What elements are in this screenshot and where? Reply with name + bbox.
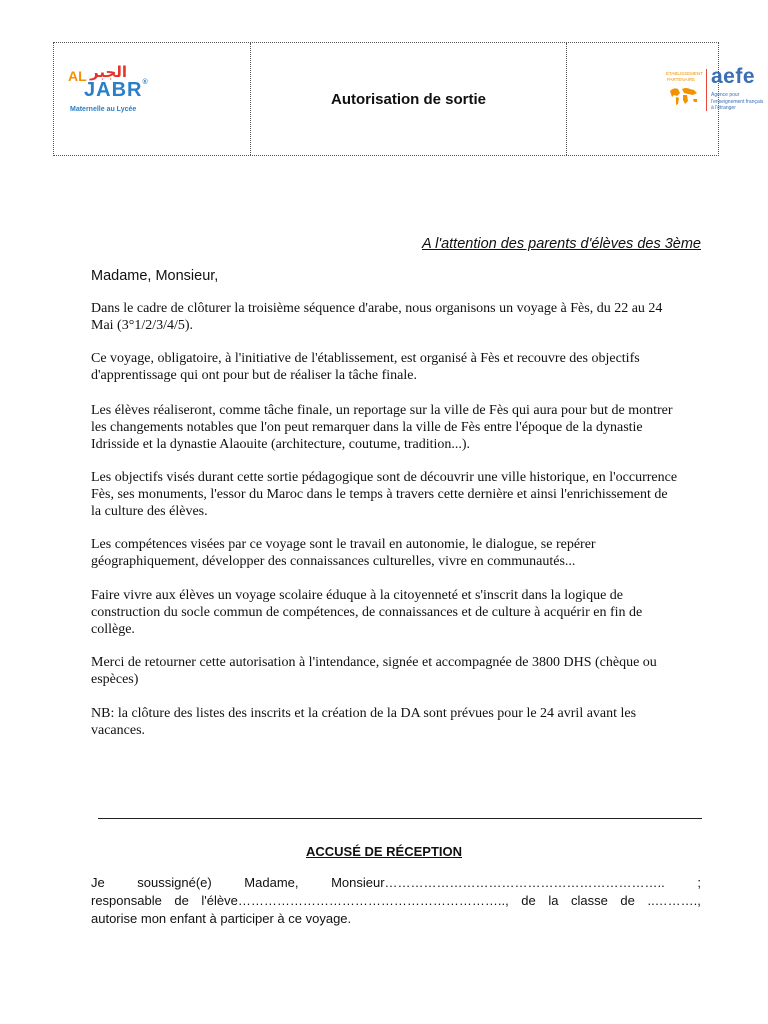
aefe-logo <box>666 67 768 117</box>
aefe-agency-label: Agence pour l'enseignement français à l'étranger <box>711 92 764 111</box>
aefe-wordmark: aefe <box>711 65 756 88</box>
paragraph-7: Merci de retourner cette autorisation à l'intendance, signée et accompagnée de 3800 DHS (chèque ou espèces) <box>91 655 657 687</box>
receipt-title: ACCUSÉ DE RÉCEPTION <box>305 844 463 859</box>
logo-tagline: Maternelle au Lycée <box>70 106 137 113</box>
paragraph-3: Les élèves réaliseront, comme tâche finale, un reportage sur la ville de Fès qui aura pour but de montrer les changements notables que l'on peut remarquer dans la ville de Fès entre l'époque de la dynastie Idrisside et la dynastie Alaouite (architecture, coutume, tradition...). <box>91 403 673 452</box>
receipt-word: la <box>548 893 559 908</box>
paragraph-4: Les objectifs visés durant cette sortie pédagogique sont de découvrir une ville historique, en l'occurrence Fès, ses monuments, l'essor du Maroc dans le temps à travers cette dernière et ainsi l'enrichissement de la culture des élèves. <box>91 470 678 519</box>
logo-divider <box>706 69 707 111</box>
logo-jabr-text: JABR® <box>84 79 149 101</box>
header-logo-cell-left <box>54 43 251 155</box>
receipt-word: responsable <box>91 893 162 908</box>
receipt-student-blank[interactable]: l'élève…………………………………………………….., <box>201 893 509 908</box>
receipt-word: de <box>174 893 189 908</box>
salutation: Madame, Monsieur, <box>91 268 219 284</box>
document-title: Autorisation de sortie <box>330 90 487 108</box>
receipt-word: classe <box>571 893 608 908</box>
receipt-word: soussigné(e) <box>137 875 212 890</box>
al-jabr-logo <box>68 63 163 123</box>
receipt-word: Madame, <box>244 875 299 890</box>
world-map-icon <box>668 85 700 107</box>
header-logo-cell-right <box>567 43 764 155</box>
receipt-word: Je <box>91 875 105 890</box>
paragraph-2: Ce voyage, obligatoire, à l'initiative de l'établissement, est organisé à Fès et recouvre des objectifs d'apprentissage qui ont pour but de réaliser la tâche finale. <box>91 351 640 383</box>
attention-line: A l'attention des parents d'élèves des 3ème <box>421 236 701 252</box>
receipt-word: ; <box>697 875 701 890</box>
receipt-body <box>91 874 701 928</box>
receipt-line-3: autorise mon enfant à participer à ce voyage. <box>91 911 352 926</box>
separator-line <box>98 818 702 819</box>
receipt-name-blank[interactable]: Monsieur……………………………………………………….. <box>331 875 665 890</box>
logo-arabic-text: الجبر <box>90 63 128 81</box>
paragraph-5: Les compétences visées par ce voyage sont le travail en autonomie, le dialogue, se repérer géographiquement, développer des connaissances culturelles, vivre en communautés... <box>91 537 596 569</box>
partner-label: ÉTABLISSEMENT PARTENAIRE <box>666 71 703 82</box>
paragraph-1: Dans le cadre de clôturer la troisième séquence d'arabe, nous organisons un voyage à Fès, du 22 au 24 Mai (3°1/2/3/4/5). <box>91 301 663 333</box>
document-header <box>53 42 764 156</box>
paragraph-8: NB: la clôture des listes des inscrits et la création de la DA sont prévues pour le 24 avril avant les vacances. <box>91 706 637 738</box>
receipt-word: de <box>521 893 536 908</box>
receipt-line-1 <box>91 874 701 892</box>
paragraph-6: Faire vivre aux élèves un voyage scolaire éduque à la citoyenneté et s'inscrit dans la logique de construction du socle commun de compétences, de connaissances et de culture à acquérir en fin de collège. <box>91 588 643 637</box>
receipt-line-2 <box>91 892 701 910</box>
logo-al-text: AL <box>68 68 87 84</box>
receipt-word: de <box>620 893 635 908</box>
header-title-cell <box>251 43 567 155</box>
receipt-class-blank[interactable]: ..………., <box>647 893 701 908</box>
